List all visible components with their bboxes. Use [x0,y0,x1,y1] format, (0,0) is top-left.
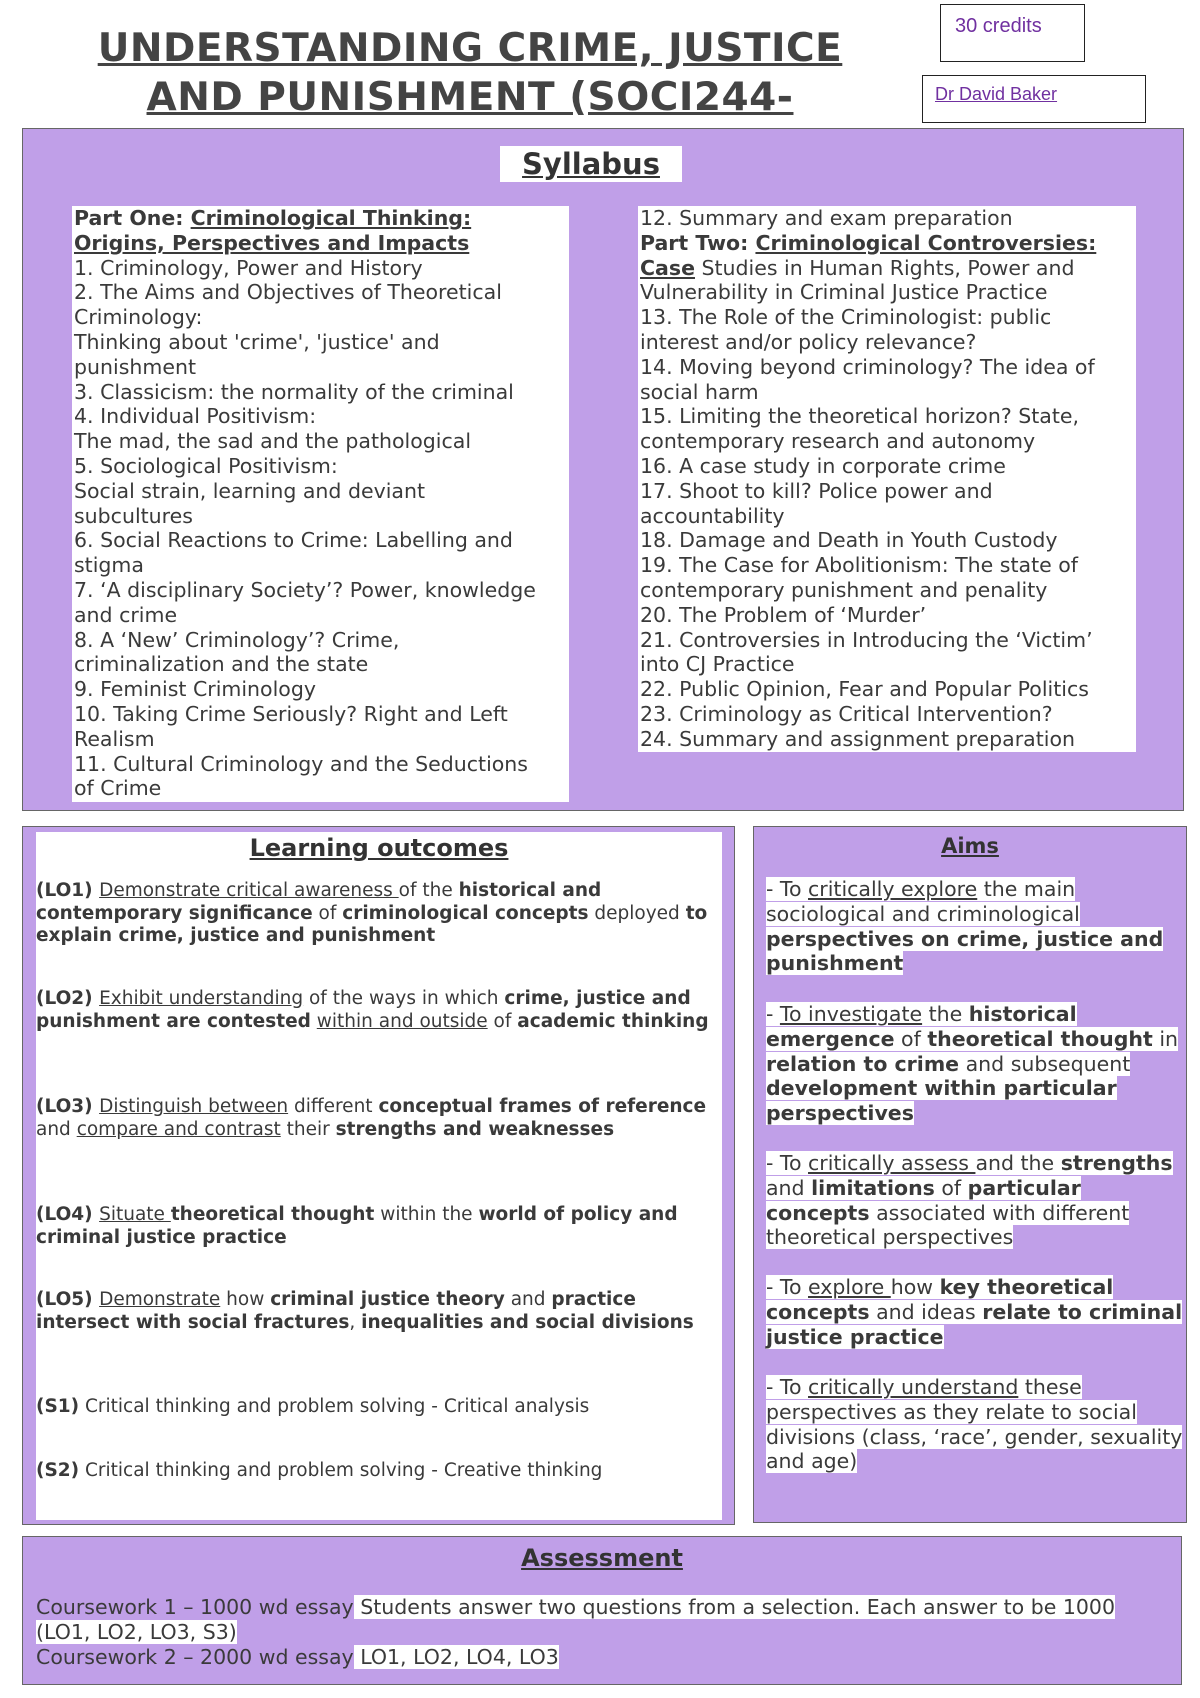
aim-5: - To critically understand these perspectives as they relate to social divisions (class, ‘race’, gender, sexuality and age) [766,1375,1183,1474]
page-title [40,24,900,144]
syllabus-line: Origins, Perspectives and Impacts [74,230,470,255]
syllabus-line: Criminology: [74,305,203,330]
syllabus-line: Part Two: Criminological Controversies: [640,230,1097,255]
aim-2: - To investigate the historical emergence of theoretical thought in relation to crime and subsequent development within particular perspectives [766,1002,1179,1126]
syllabus-line: 9. Feminist Criminology [74,677,316,702]
syllabus-line: 3. Classicism: the normality of the criminal [74,379,514,404]
syllabus-line: 14. Moving beyond criminology? The idea of [640,354,1095,379]
lecturer-link[interactable]: Dr David Baker [935,84,1058,104]
syllabus-line: Part One: Criminological Thinking: [74,206,472,230]
lo4: (LO4) Situate theoretical thought within the world of policy and criminal justice practice [36,1204,678,1248]
lo1: (LO1) Demonstrate critical awareness of the historical and contemporary significance of criminological concepts deployed to explain crime, justice and punishment [36,880,708,946]
assessment-body [36,1595,1166,1669]
coursework-1: Coursework 1 – 1000 wd essay Students answer two questions from a selection. Each answer to be 1000 [36,1595,1116,1619]
aims-heading: Aims [941,834,999,858]
syllabus-line: The mad, the sad and the pathological [74,429,472,454]
aim-1: - To critically explore the main sociological and criminological perspectives on crime, justice and punishment [766,877,1164,976]
syllabus-line: and crime [74,602,178,627]
syllabus-line: accountability [640,503,785,528]
coursework-2: Coursework 2 – 2000 wd essay LO1, LO2, LO4, LO3 [36,1644,559,1669]
syllabus-line: Realism [74,726,155,751]
syllabus-line: 7. ‘A disciplinary Society’? Power, knowledge [74,577,536,602]
s2: (S2) Critical thinking and problem solving - Creative thinking [36,1460,603,1481]
syllabus-line: Social strain, learning and deviant [74,478,426,503]
syllabus-line: punishment [74,354,196,379]
credits-box [940,4,1085,62]
lecturer-box[interactable] [922,75,1146,123]
syllabus-part-one [72,206,569,802]
syllabus-line: Thinking about 'crime', 'justice' and [74,329,440,354]
syllabus-line: 8. A ‘New’ Criminology’? Crime, [74,627,400,652]
coursework-1-los: (LO1, LO2, LO3, S3) [36,1619,237,1644]
aim-4: - To explore how key theoretical concepts and ideas relate to criminal justice practice [766,1275,1183,1349]
syllabus-line: 2. The Aims and Objectives of Theoretical [74,280,502,305]
syllabus-line: of Crime [74,776,162,801]
syllabus-line: 11. Cultural Criminology and the Seductions [74,751,528,776]
syllabus-line: 5. Sociological Positivism: [74,453,338,478]
syllabus-line: 21. Controversies in Introducing the ‘Victim’ [640,627,1093,652]
syllabus-line: Vulnerability in Criminal Justice Practice [640,280,1048,305]
syllabus-part-two [638,206,1136,752]
syllabus-line: 23. Criminology as Critical Intervention? [640,701,1053,726]
syllabus-line: 13. The Role of the Criminologist: public [640,305,1052,330]
assessment-heading: Assessment [521,1544,683,1572]
syllabus-line: Case Studies in Human Rights, Power and [640,255,1075,280]
syllabus-line: 1. Criminology, Power and History [74,255,423,280]
syllabus-line: 17. Shoot to kill? Police power and [640,478,993,503]
learning-outcomes-heading: Learning outcomes [249,834,509,862]
syllabus-line: 10. Taking Crime Seriously? Right and Left [74,701,508,726]
syllabus-line: 18. Damage and Death in Youth Custody [640,528,1058,553]
s1: (S1) Critical thinking and problem solving - Critical analysis [36,1396,590,1417]
syllabus-line: criminalization and the state [74,652,369,677]
syllabus-line: 20. The Problem of ‘Murder’ [640,602,927,627]
syllabus-line: 22. Public Opinion, Fear and Popular Politics [640,677,1089,702]
syllabus-heading: Syllabus [500,146,682,182]
lo5: (LO5) Demonstrate how criminal justice theory and practice intersect with social fractures, inequalities and social divisions [36,1289,694,1333]
syllabus-line: into CJ Practice [640,652,795,677]
syllabus-line: 4. Individual Positivism: [74,404,317,429]
syllabus-line: stigma [74,553,144,578]
lo2: (LO2) Exhibit understanding of the ways in which crime, justice and punishment are contested within and outside of academic thinking [36,988,709,1032]
syllabus-line: 12. Summary and exam preparation [640,206,1013,230]
syllabus-line: 6. Social Reactions to Crime: Labelling and [74,528,513,553]
title-line-2: AND PUNISHMENT (SOCI244- [146,75,794,120]
credits-text: 30 credits [955,15,1042,37]
syllabus-line: subcultures [74,503,193,528]
syllabus-line: social harm [640,379,759,404]
syllabus-line: 15. Limiting the theoretical horizon? State, [640,404,1079,429]
aim-3: - To critically assess and the strengths and limitations of particular concepts associated with different theoretical perspectives [766,1151,1173,1250]
syllabus-line: contemporary research and autonomy [640,429,1036,454]
syllabus-line: 16. A case study in corporate crime [640,453,1006,478]
syllabus-line: interest and/or policy relevance? [640,329,977,354]
syllabus-line: contemporary punishment and penality [640,577,1048,602]
lo3: (LO3) Distinguish between different conceptual frames of reference and compare and contrast their strengths and weaknesses [36,1096,707,1140]
title-line-1: UNDERSTANDING CRIME, JUSTICE [97,26,843,71]
syllabus-line: 19. The Case for Abolitionism: The state of [640,553,1079,578]
syllabus-line: 24. Summary and assignment preparation [640,726,1075,751]
